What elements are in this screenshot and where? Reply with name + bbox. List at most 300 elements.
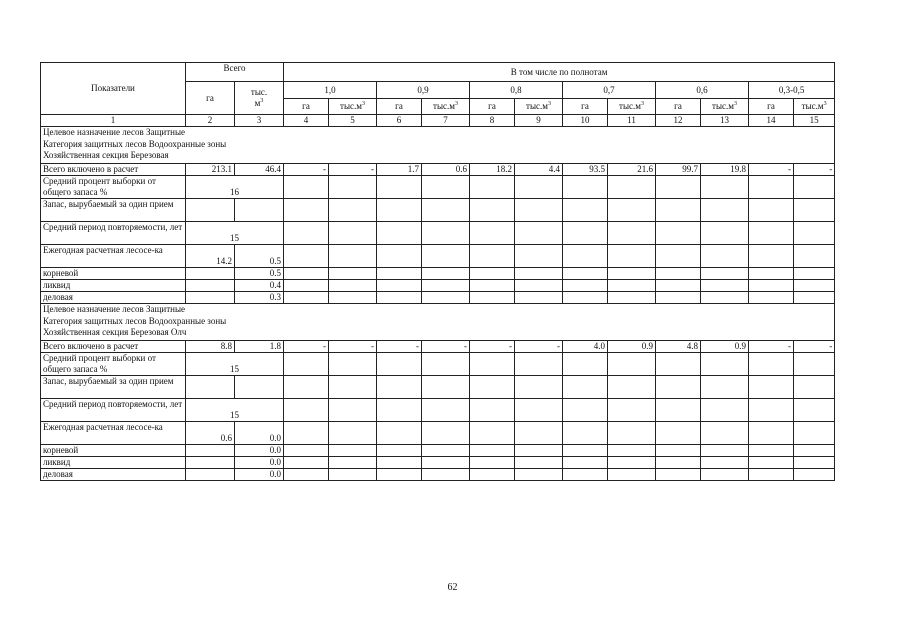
section-heading-line: Хозяйственная секция Березовая Олч <box>43 327 187 337</box>
empty-cell <box>563 176 608 199</box>
row-label-harvest-once: Запас, вырубаемый за один прием <box>41 376 186 399</box>
empty-cell <box>656 422 701 445</box>
empty-cell <box>284 268 329 280</box>
section-heading <box>41 127 835 164</box>
empty-cell <box>794 176 835 199</box>
header-density-2: 0,8 <box>470 82 563 99</box>
empty-cell <box>749 469 794 481</box>
column-number: 14 <box>749 115 794 127</box>
table-row <box>41 222 835 245</box>
header-unit-ha: га <box>470 99 515 115</box>
column-number: 9 <box>515 115 563 127</box>
total-value: - <box>422 341 470 353</box>
row-label-avg-percent: Средний процент выборки от общего запаса % <box>41 353 186 376</box>
empty-cell <box>608 399 656 422</box>
empty-cell <box>284 222 329 245</box>
row-label-annual-cut: Ежегодная расчетная лесосе-ка <box>41 422 186 445</box>
empty-cell <box>656 280 701 292</box>
empty-cell <box>794 245 835 268</box>
header-unit-volume: $тыс.м^3$ <box>329 99 377 115</box>
header-by-density: В том числе по полнотам <box>284 63 835 82</box>
header-unit-volume: $тыс.м^3$ <box>701 99 749 115</box>
empty-cell <box>284 280 329 292</box>
empty-cell <box>422 280 470 292</box>
section-heading-line: Категория защитных лесов Водоохранные зоны <box>43 315 227 326</box>
empty-cell <box>470 376 515 399</box>
row-label-root: корневой <box>41 445 186 457</box>
header-unit-volume: $тыс.м^3$ <box>794 99 835 115</box>
empty-cell <box>329 469 377 481</box>
avg-percent-value: 16 <box>186 176 284 199</box>
empty-cell <box>701 457 749 469</box>
empty-cell <box>422 292 470 304</box>
total-value: - <box>749 164 794 176</box>
empty-cell <box>284 245 329 268</box>
section-heading-line: Хозяйственная секция Березовая <box>43 150 169 160</box>
empty-cell <box>701 422 749 445</box>
empty-cell <box>608 292 656 304</box>
empty-cell <box>422 469 470 481</box>
empty-cell <box>515 280 563 292</box>
empty-cell <box>656 376 701 399</box>
empty-cell <box>377 445 422 457</box>
column-number: 5 <box>329 115 377 127</box>
empty-cell <box>794 422 835 445</box>
empty-cell <box>329 176 377 199</box>
empty-cell <box>749 457 794 469</box>
avg-percent-value: 15 <box>186 353 284 376</box>
empty-cell <box>794 469 835 481</box>
empty-cell <box>186 199 235 222</box>
row-label-avg-period: Средний период повторяемости, лет <box>41 222 186 245</box>
empty-cell <box>749 399 794 422</box>
empty-cell <box>470 199 515 222</box>
empty-cell <box>563 457 608 469</box>
empty-cell <box>284 199 329 222</box>
empty-cell <box>608 422 656 445</box>
empty-cell <box>749 268 794 280</box>
empty-cell <box>329 399 377 422</box>
empty-cell <box>563 399 608 422</box>
total-value: 0.6 <box>422 164 470 176</box>
empty-cell <box>749 280 794 292</box>
table-row <box>41 292 835 304</box>
empty-cell <box>329 245 377 268</box>
row-label-avg-percent: Средний процент выборки от общего запаса % <box>41 176 186 199</box>
empty-cell <box>377 469 422 481</box>
table-row <box>41 199 835 222</box>
empty-cell <box>422 245 470 268</box>
empty-cell <box>701 245 749 268</box>
empty-cell <box>329 268 377 280</box>
empty-cell <box>749 199 794 222</box>
empty-cell <box>377 199 422 222</box>
annual-volume-value: 0.0 <box>235 422 284 445</box>
empty-cell <box>515 445 563 457</box>
row-label-root: корневой <box>41 268 186 280</box>
empty-cell <box>701 445 749 457</box>
row-label-total: Всего включено в расчет <box>41 341 186 353</box>
table-row <box>41 376 835 399</box>
empty-cell <box>563 469 608 481</box>
column-number: 11 <box>608 115 656 127</box>
header-unit-ha: га <box>749 99 794 115</box>
empty-cell <box>749 222 794 245</box>
total-value: - <box>794 341 835 353</box>
empty-cell <box>794 280 835 292</box>
liquid-volume-value: 0.0 <box>235 457 284 469</box>
empty-cell <box>284 353 329 376</box>
empty-cell <box>470 245 515 268</box>
empty-cell <box>329 376 377 399</box>
empty-cell <box>563 422 608 445</box>
empty-cell <box>656 292 701 304</box>
total-value: 19.8 <box>701 164 749 176</box>
empty-cell <box>749 176 794 199</box>
empty-cell <box>422 268 470 280</box>
row-label-liquid: ликвид <box>41 280 186 292</box>
column-number: 15 <box>794 115 835 127</box>
empty-cell <box>186 457 235 469</box>
empty-cell <box>656 199 701 222</box>
empty-cell <box>794 268 835 280</box>
empty-cell <box>515 469 563 481</box>
empty-cell <box>422 353 470 376</box>
header-unit-volume: $тыс.м^3$ <box>422 99 470 115</box>
empty-cell <box>470 222 515 245</box>
total-value: 1.8 <box>235 341 284 353</box>
empty-cell <box>749 353 794 376</box>
header-density-4: 0,6 <box>656 82 749 99</box>
empty-cell <box>186 268 235 280</box>
header-indicators: Показатели <box>41 63 186 115</box>
avg-period-value: 15 <box>186 399 284 422</box>
empty-cell <box>284 399 329 422</box>
table-row <box>41 268 835 280</box>
row-label-avg-period: Средний период повторяемости, лет <box>41 399 186 422</box>
row-label-liquid: ликвид <box>41 457 186 469</box>
empty-cell <box>377 268 422 280</box>
table-row <box>41 304 835 341</box>
empty-cell <box>563 445 608 457</box>
empty-cell <box>608 268 656 280</box>
empty-cell <box>377 353 422 376</box>
row-label-annual-cut: Ежегодная расчетная лесосе-ка <box>41 245 186 268</box>
empty-cell <box>422 199 470 222</box>
forest-table-sheet <box>40 62 834 481</box>
section-heading-line: Целевое назначение лесов Защитные <box>43 304 185 314</box>
root-volume-value: 0.0 <box>235 445 284 457</box>
empty-cell <box>515 292 563 304</box>
empty-cell <box>186 292 235 304</box>
empty-cell <box>377 280 422 292</box>
total-value: 4.0 <box>563 341 608 353</box>
empty-cell <box>284 469 329 481</box>
total-value: 1.7 <box>377 164 422 176</box>
empty-cell <box>608 469 656 481</box>
column-number: 10 <box>563 115 608 127</box>
empty-cell <box>515 268 563 280</box>
header-volume-bottom: $м^3$ <box>254 98 264 108</box>
empty-cell <box>284 176 329 199</box>
total-value: 213.1 <box>186 164 235 176</box>
table-row <box>41 353 835 376</box>
empty-cell <box>377 399 422 422</box>
empty-cell <box>701 399 749 422</box>
empty-cell <box>329 280 377 292</box>
total-value: - <box>749 341 794 353</box>
empty-cell <box>235 199 284 222</box>
empty-cell <box>470 353 515 376</box>
empty-cell <box>470 268 515 280</box>
total-value: 0.9 <box>608 341 656 353</box>
column-number: 6 <box>377 115 422 127</box>
empty-cell <box>656 222 701 245</box>
total-value: 99.7 <box>656 164 701 176</box>
section-heading <box>41 304 835 341</box>
empty-cell <box>608 457 656 469</box>
empty-cell <box>515 376 563 399</box>
empty-cell <box>377 292 422 304</box>
empty-cell <box>563 280 608 292</box>
empty-cell <box>329 353 377 376</box>
row-label-harvest-once: Запас, вырубаемый за один прием <box>41 199 186 222</box>
row-label-business: деловая <box>41 469 186 481</box>
empty-cell <box>470 469 515 481</box>
column-number: 2 <box>186 115 235 127</box>
empty-cell <box>515 353 563 376</box>
empty-cell <box>470 399 515 422</box>
header-density-0: 1,0 <box>284 82 377 99</box>
empty-cell <box>701 176 749 199</box>
table-row <box>41 457 835 469</box>
total-value: 46.4 <box>235 164 284 176</box>
empty-cell <box>515 245 563 268</box>
empty-cell <box>515 422 563 445</box>
empty-cell <box>563 376 608 399</box>
empty-cell <box>656 268 701 280</box>
empty-cell <box>701 268 749 280</box>
empty-cell <box>422 376 470 399</box>
table-row <box>41 176 835 199</box>
root-volume-value: 0.5 <box>235 268 284 280</box>
column-number: 3 <box>235 115 284 127</box>
header-unit-volume: $тыс.м^3$ <box>515 99 563 115</box>
column-number: 7 <box>422 115 470 127</box>
total-value: 4.4 <box>515 164 563 176</box>
header-unit-ha: га <box>377 99 422 115</box>
empty-cell <box>794 222 835 245</box>
empty-cell <box>608 176 656 199</box>
empty-cell <box>656 245 701 268</box>
table-row <box>41 127 835 164</box>
column-number: 4 <box>284 115 329 127</box>
avg-period-value: 15 <box>186 222 284 245</box>
empty-cell <box>749 292 794 304</box>
empty-cell <box>794 376 835 399</box>
empty-cell <box>515 457 563 469</box>
empty-cell <box>235 376 284 399</box>
empty-cell <box>749 445 794 457</box>
empty-cell <box>284 292 329 304</box>
table-row <box>41 164 835 176</box>
empty-cell <box>377 376 422 399</box>
empty-cell <box>470 280 515 292</box>
empty-cell <box>422 445 470 457</box>
column-number: 13 <box>701 115 749 127</box>
column-number: 12 <box>656 115 701 127</box>
header-total: Всего <box>186 63 284 82</box>
empty-cell <box>794 399 835 422</box>
empty-cell <box>794 457 835 469</box>
empty-cell <box>470 176 515 199</box>
empty-cell <box>284 445 329 457</box>
empty-cell <box>608 280 656 292</box>
empty-cell <box>186 469 235 481</box>
total-value: - <box>329 164 377 176</box>
empty-cell <box>377 222 422 245</box>
section-heading-line: Целевое назначение лесов Защитные <box>43 127 185 137</box>
header-total-volume <box>235 82 284 115</box>
empty-cell <box>749 376 794 399</box>
business-volume-value: 0.3 <box>235 292 284 304</box>
column-number: 1 <box>41 115 186 127</box>
total-value: 0.9 <box>701 341 749 353</box>
table-row <box>41 422 835 445</box>
empty-cell <box>284 422 329 445</box>
table-row <box>41 399 835 422</box>
empty-cell <box>656 353 701 376</box>
header-unit-ha: га <box>563 99 608 115</box>
total-value: - <box>470 341 515 353</box>
empty-cell <box>377 457 422 469</box>
header-density-5: 0,3-0,5 <box>749 82 835 99</box>
empty-cell <box>329 222 377 245</box>
header-density-3: 0,7 <box>563 82 656 99</box>
empty-cell <box>284 376 329 399</box>
empty-cell <box>422 399 470 422</box>
empty-cell <box>186 445 235 457</box>
empty-cell <box>563 245 608 268</box>
row-label-total: Всего включено в расчет <box>41 164 186 176</box>
total-value: - <box>284 164 329 176</box>
total-value: 93.5 <box>563 164 608 176</box>
empty-cell <box>701 376 749 399</box>
empty-cell <box>563 222 608 245</box>
empty-cell <box>186 280 235 292</box>
empty-cell <box>656 445 701 457</box>
page-number: 62 <box>447 582 458 593</box>
annual-ha-value: 0.6 <box>186 422 235 445</box>
total-value: - <box>377 341 422 353</box>
empty-cell <box>329 292 377 304</box>
empty-cell <box>701 469 749 481</box>
empty-cell <box>749 422 794 445</box>
empty-cell <box>377 245 422 268</box>
empty-cell <box>794 292 835 304</box>
section-heading-line: Категория защитных лесов Водоохранные зоны <box>43 138 227 149</box>
table-row <box>41 445 835 457</box>
empty-cell <box>422 457 470 469</box>
empty-cell <box>656 469 701 481</box>
empty-cell <box>701 280 749 292</box>
forest-harvest-table <box>40 62 835 481</box>
empty-cell <box>794 353 835 376</box>
empty-cell <box>701 222 749 245</box>
header-unit-ha: га <box>656 99 701 115</box>
empty-cell <box>284 457 329 469</box>
table-row <box>41 245 835 268</box>
empty-cell <box>794 445 835 457</box>
header-unit-ha: га <box>284 99 329 115</box>
total-value: - <box>794 164 835 176</box>
empty-cell <box>470 445 515 457</box>
empty-cell <box>515 399 563 422</box>
empty-cell <box>422 222 470 245</box>
empty-cell <box>563 268 608 280</box>
header-density-1: 0,9 <box>377 82 470 99</box>
empty-cell <box>749 245 794 268</box>
empty-cell <box>608 445 656 457</box>
empty-cell <box>470 292 515 304</box>
header-total-ha: га <box>186 82 235 115</box>
empty-cell <box>470 422 515 445</box>
empty-cell <box>329 445 377 457</box>
empty-cell <box>515 222 563 245</box>
table-row <box>41 469 835 481</box>
table-row <box>41 341 835 353</box>
empty-cell <box>656 457 701 469</box>
empty-cell <box>329 457 377 469</box>
empty-cell <box>608 222 656 245</box>
row-label-business: деловая <box>41 292 186 304</box>
total-value: 4.8 <box>656 341 701 353</box>
empty-cell <box>329 422 377 445</box>
empty-cell <box>563 292 608 304</box>
empty-cell <box>608 245 656 268</box>
empty-cell <box>701 292 749 304</box>
empty-cell <box>515 199 563 222</box>
empty-cell <box>377 176 422 199</box>
empty-cell <box>515 176 563 199</box>
empty-cell <box>329 199 377 222</box>
empty-cell <box>563 199 608 222</box>
business-volume-value: 0.0 <box>235 469 284 481</box>
total-value: 21.6 <box>608 164 656 176</box>
empty-cell <box>608 199 656 222</box>
liquid-volume-value: 0.4 <box>235 280 284 292</box>
total-value: 18.2 <box>470 164 515 176</box>
empty-cell <box>422 422 470 445</box>
empty-cell <box>470 457 515 469</box>
header-unit-volume: $тыс.м^3$ <box>608 99 656 115</box>
empty-cell <box>701 353 749 376</box>
empty-cell <box>377 422 422 445</box>
table-row <box>41 280 835 292</box>
empty-cell <box>186 376 235 399</box>
annual-ha-value: 14.2 <box>186 245 235 268</box>
empty-cell <box>422 176 470 199</box>
total-value: - <box>329 341 377 353</box>
empty-cell <box>608 376 656 399</box>
empty-cell <box>794 199 835 222</box>
empty-cell <box>656 399 701 422</box>
header-volume-top: тыс. <box>250 87 268 97</box>
total-value: - <box>515 341 563 353</box>
empty-cell <box>563 353 608 376</box>
empty-cell <box>701 199 749 222</box>
total-value: - <box>284 341 329 353</box>
